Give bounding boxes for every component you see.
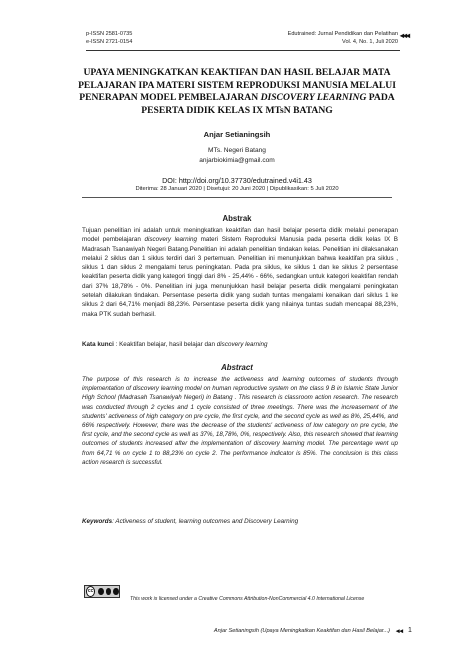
author-name: Anjar Setianingsih [203, 130, 271, 139]
journal-volume: Vol. 4, No. 1, Juli 2020 [342, 39, 398, 45]
author-affiliation: MTs. Negeri Batang [208, 147, 266, 154]
abstrak-text-1: Tujuan penelitian ini adalah untuk meningkatkan keaktifan dan hasil belajar peserta didik melalui penerapan model pembelajaran [82, 227, 398, 244]
abstrak-text-2: materi Sistem Reproduksi Manusia pada peserta didik kelas IX B Madrasah Tsanawiyah Negeri Batang.Penelitian ini adalah penelitian tindakan kelas. Penelitian ini dilaksanakan melalui 2 siklus dan 1 siklus terdiri dari 3 pertemuan. Penelitian ini menunjukkan bahwa keaktifan pra siklus , siklus 1 dan siklus 2 mengalami terus peningkatan. Pada pra siklus, ke siklus 1 dan ke siklus 2 persentase keaktifan peserta didik yang kategori tinggi dari 8% - 25,44% - 66%, sedangkan untuk kategori keaktifan rendah dari 37% 18,78% - 0%. Penelitian ini juga menunjukkan hasil belajar peserta didik mengalami peningkatan setelah dilakukan tindakan. Persentase peserta didik yang sudah tuntas mengalami kenaikan dari siklus 1 ke siklus 2 dari 64,71% menjadi 88,23%. Persentase peserta didik yang nilainya tuntas sudah mencapai 88,23%, maka PTK sudah berhasil. [82, 236, 398, 318]
publication-dates: Diterima: 28 Januari 2020 | Disetujui: 20 Juni 2020 | Dipublikasikan: 5 Juli 2020 [135, 186, 339, 192]
creative-commons-badge-icon[interactable] [84, 585, 120, 598]
nav-arrows-icon: ◂◂◂ [400, 31, 410, 40]
kata-kunci [82, 341, 398, 348]
kata-kunci-label: Kata kunci [82, 341, 114, 348]
cc-by-icon [98, 588, 104, 595]
title-text-1: UPAYA MENINGKATKAN KEAKTIFAN DAN HASIL BELAJAR MATA PELAJARAN IPA MATERI SISTEM REPRODUKSI MANUSIA MELALUI PENERAPAN MODEL PEMBELAJARAN [78, 67, 396, 104]
kata-kunci-text: : Keaktifan belajar, hasil belajar dan [113, 341, 217, 348]
title-text-2: PADA PESERTA DIDIK KELAS IX MTsN BATANG [141, 92, 395, 116]
title-text-italic: DISCOVERY LEARNING [260, 92, 367, 104]
author-email[interactable]: anjarbiokimia@gmail.com [199, 156, 275, 164]
cc-logo-icon: cc [86, 586, 95, 597]
kata-kunci-italic: discovery learning [216, 341, 268, 348]
footer-nav-icon: ◂◂ [396, 628, 404, 635]
author-affiliation-block [0, 146, 474, 165]
doi-link[interactable]: DOI: http://doi.org/10.37730/edutrained.v4i1.43 [162, 176, 312, 185]
print-issn: p-ISSN 2581-0735 [86, 31, 133, 37]
header-divider [86, 50, 400, 51]
keywords-label: Keywords [82, 518, 113, 525]
abstract-body: The purpose of this research is to increase the activeness and learning outcomes of students through implementation of discovery learning model on human reproductive system on the class 9 B in Islamic State Junior High School (Madrasah Tsanawiyah Negeri) in Batang . This research is classroom action research. The research was conducted through 2 cycles and 1 cycle consisted of three meetings. There was the increasement of the students' activeness of high category on pre cycle, the first cycle, and the second cycle as well as 8%, 25,44%, and 66% respectively. However, there was the decrease of the students' activeness of low category on pre cycle, the first cycle, and the second cycle as well as 37%, 18,78%, 0%, respectively. Also, this research showed that learning outcomes of students increased after the implementation of discovery learning model. The percentage went up from 64,71 % on cycle 1 to 88,23% on cycle 2. The performance indicator is 85%. The conclusion is this class action research is successful. [82, 376, 398, 466]
abstrak-text-italic: discovery learning [144, 236, 198, 244]
cc-nc-icon [106, 588, 112, 595]
abstrak-heading: Abstrak [222, 214, 252, 223]
page-number: 1 [408, 627, 412, 634]
journal-name: Edutrained: Jurnal Pendidikan dan Pelatihan [287, 31, 398, 37]
issn-block [86, 30, 132, 46]
dates-divider [82, 197, 392, 198]
license-text[interactable]: This work is licensed under a Creative Commons Attribution-NonCommercial 4.0 International License [130, 596, 365, 602]
electronic-issn: e-ISSN 2721-0154 [86, 39, 133, 45]
article-title [76, 67, 398, 117]
keywords [82, 518, 398, 525]
abstrak-body [82, 226, 398, 319]
journal-info [288, 30, 398, 46]
abstract-heading: Abstract [221, 363, 253, 372]
keywords-text: : Activeness of student, learning outcomes and Discovery Learning [112, 518, 299, 525]
cc-sa-icon [113, 588, 119, 595]
running-footer: Anjar Setianingsih (Upaya Meningkatkan Keaktifan dan Hasil Belajar...) [213, 628, 390, 634]
